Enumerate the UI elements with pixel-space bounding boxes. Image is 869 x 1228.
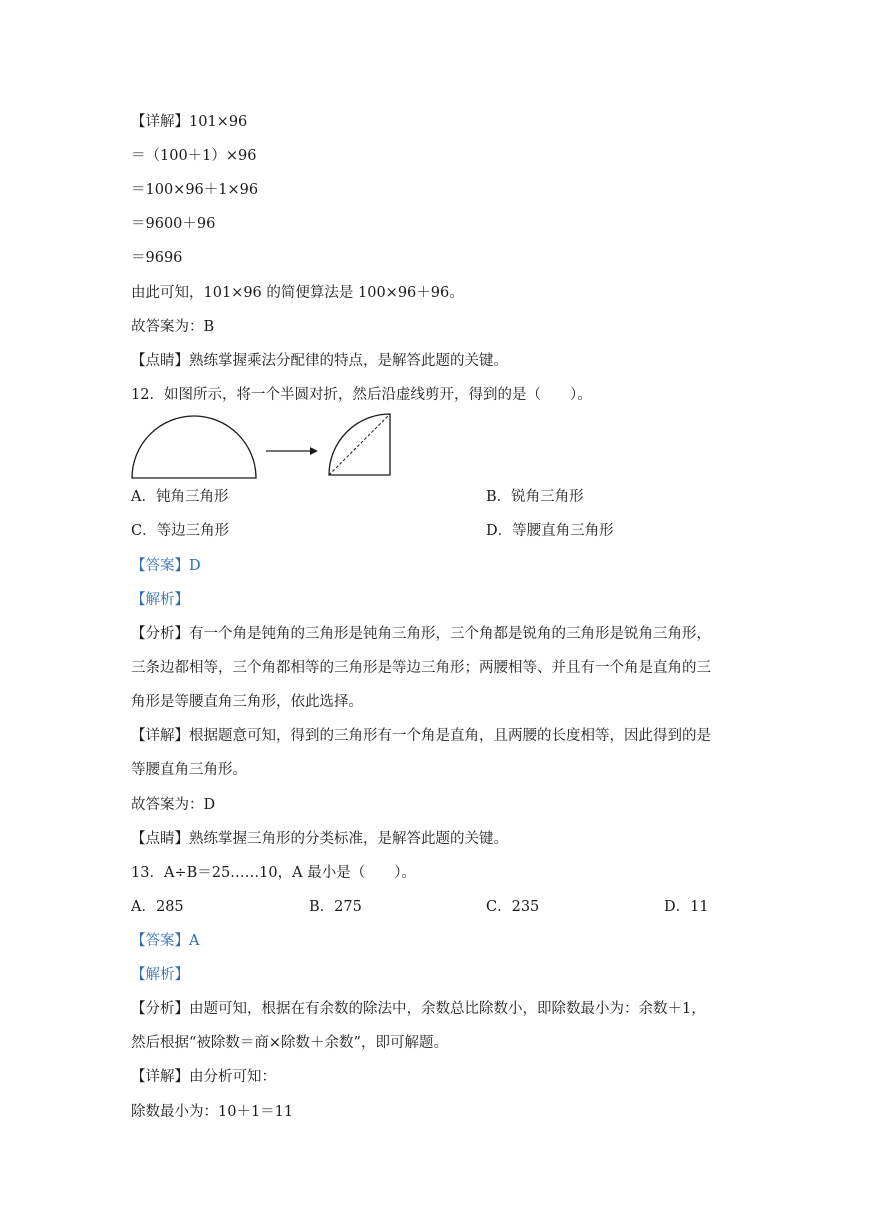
q11-conclusion: 故答案为：B [131, 319, 215, 335]
q13-answer: 【答案】A [131, 933, 200, 949]
q12-stem: 12．如图所示，将一个半圆对折，然后沿虚线剪开，得到的是（ ）。 [131, 387, 592, 403]
q13-option-c: C．235 [486, 899, 540, 915]
quarter-circle-shape [329, 414, 390, 475]
q12-detail-line-2: 等腰直角三角形。 [131, 762, 247, 778]
q13-analysis-line-2: 然后根据“被除数＝商×除数＋余数”，即可解题。 [131, 1035, 448, 1051]
q11-detail-line-5: ＝9696 [131, 250, 183, 266]
q12-answer: 【答案】D [131, 558, 201, 574]
q11-detail-line-4: ＝9600＋96 [131, 216, 216, 232]
q13-detail-line-2: 除数最小为：10＋1＝11 [131, 1104, 294, 1120]
q13-analysis-line-1: 【分析】由题可知，根据在有余数的除法中，余数总比除数小，即除数最小为：余数＋1， [131, 1001, 706, 1017]
semicircle-shape [132, 416, 256, 478]
q13-option-a: A．285 [131, 899, 184, 915]
arrow-head-icon [310, 447, 318, 455]
q13-stem: 13．A÷B＝25……10，A 最小是（ ）。 [131, 865, 416, 881]
q12-conclusion: 故答案为：D [131, 797, 216, 813]
q11-note: 【点睛】熟练掌握乘法分配律的特点，是解答此题的关键。 [131, 353, 508, 369]
q12-option-c: C．等边三角形 [131, 523, 230, 539]
q11-detail-line-3: ＝100×96＋1×96 [131, 182, 259, 198]
q13-analysis-tag: 【解析】 [131, 967, 189, 983]
q12-analysis-line-3: 角形是等腰直角三角形，依此选择。 [131, 694, 363, 710]
dashed-cut-line [329, 414, 390, 475]
q13-option-d: D．11 [664, 899, 709, 915]
q12-note: 【点睛】熟练掌握三角形的分类标准，是解答此题的关键。 [131, 831, 508, 847]
q11-detail-line-1: 【详解】101×96 [131, 114, 248, 130]
q12-detail-line-1: 【详解】根据题意可知，得到的三角形有一个角是直角，且两腰的长度相等，因此得到的是 [131, 728, 711, 744]
q11-detail-line-2: ＝（100＋1）×96 [131, 148, 257, 164]
q13-option-b: B．275 [309, 899, 362, 915]
q12-analysis-line-1: 【分析】有一个角是钝角的三角形是钝角三角形，三个角都是锐角的三角形是锐角三角形， [131, 626, 711, 642]
q12-analysis-tag: 【解析】 [131, 592, 189, 608]
q12-option-a: A．钝角三角形 [131, 489, 229, 505]
q13-detail-line-1: 【详解】由分析可知： [131, 1069, 276, 1085]
q12-analysis-line-2: 三条边都相等，三个角都相等的三角形是等边三角形；两腰相等、并且有一个角是直角的三 [131, 660, 711, 676]
q11-detail-line-6: 由此可知，101×96 的简便算法是 100×96＋96。 [131, 285, 464, 301]
q12-option-d: D．等腰直角三角形 [486, 523, 614, 539]
q12-option-b: B．锐角三角形 [486, 489, 584, 505]
